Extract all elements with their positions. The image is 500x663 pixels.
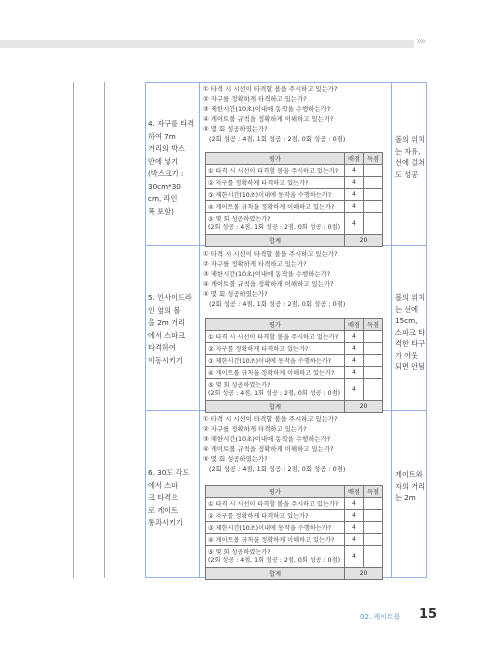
- table-row: [206, 177, 383, 189]
- earned-score-cell: [364, 534, 383, 546]
- evaluation-item: [206, 379, 345, 401]
- table-row: [206, 534, 383, 546]
- column-header: 득점: [364, 486, 383, 498]
- score-value: 4: [345, 498, 364, 510]
- score-value: 4: [345, 510, 364, 522]
- header-bar: [0, 40, 414, 48]
- evaluation-item: ④ 게이트볼 규칙을 정확하게 이해하고 있는가?: [206, 201, 345, 213]
- evaluation-item: [206, 546, 345, 568]
- total-label: 합계: [206, 235, 345, 247]
- score-value: 4: [345, 379, 364, 401]
- column-header: 평가: [206, 486, 345, 498]
- evaluation-item-line: (2회 성공 : 4점, 1회 성공 : 2점, 0회 성공 : 0점): [208, 223, 340, 231]
- evaluation-item: ② 자구를 정확하게 타격하고 있는가?: [206, 343, 345, 355]
- page-number: 15: [419, 607, 438, 622]
- evaluation-item: ② 자구를 정확하게 타격하고 있는가?: [206, 510, 345, 522]
- footer-chapter: [360, 612, 400, 622]
- column-header: 평가: [206, 153, 345, 165]
- task-description: 5. 인사이드라 인 옆의 볼 을 2m 거리 에서 스파크 타격하여 이동시키기: [148, 293, 192, 365]
- table-row: [206, 213, 383, 235]
- earned-score-cell: [364, 367, 383, 379]
- chapter-title: 게이트볼: [373, 613, 401, 621]
- earned-score-cell: [364, 213, 383, 235]
- earned-score-cell: [364, 510, 383, 522]
- earned-score-cell: [364, 177, 383, 189]
- score-value: 4: [345, 546, 364, 568]
- table-row: [206, 522, 383, 534]
- score-value: 4: [345, 355, 364, 367]
- test-section-5: [145, 246, 427, 411]
- criteria-item: ④ 게이트볼 규칙을 정확하게 이해하고 있는가?: [203, 280, 334, 288]
- score-value: 4: [345, 177, 364, 189]
- evaluation-item: ③ 제한시간(10초)이내에 동작을 수행하는가?: [206, 189, 345, 201]
- total-label: 합계: [206, 401, 345, 413]
- evaluation-table: [205, 318, 383, 413]
- score-value: 4: [345, 343, 364, 355]
- column-divider: [104, 82, 105, 578]
- earned-score-cell: [364, 379, 383, 401]
- table-row: [206, 546, 383, 568]
- criteria-list: [203, 414, 345, 474]
- evaluation-item: ③ 제한시간(10초)이내에 동작을 수행하는가?: [206, 522, 345, 534]
- chapter-number: 02.: [360, 613, 372, 621]
- evaluation-item-line: ⑤ 몇 회 성공하였는가?: [208, 215, 271, 223]
- criteria-item: ② 자구를 정확하게 타격하고 있는가?: [203, 425, 307, 433]
- criteria-item: ⑤ 몇 회 성공하였는가?: [203, 125, 268, 133]
- criteria-item: (2회 성공 : 4점, 1회 성공 : 2점, 0회 성공 : 0점): [209, 300, 346, 308]
- score-value: 4: [345, 189, 364, 201]
- total-label: 합계: [206, 568, 345, 580]
- criteria-item: ① 타격 시 시선이 타격할 볼을 주시하고 있는가?: [203, 250, 338, 258]
- criteria-list: [203, 249, 345, 309]
- evaluation-item: ① 타격 시 시선이 타격할 볼을 주시하고 있는가?: [206, 165, 345, 177]
- criteria-item: ① 타격 시 시선이 타격할 볼을 주시하고 있는가?: [203, 85, 338, 93]
- evaluation-item: ④ 게이트볼 규칙을 정확하게 이해하고 있는가?: [206, 367, 345, 379]
- earned-score-cell: [364, 498, 383, 510]
- table-row: [206, 355, 383, 367]
- earned-score-cell: [364, 189, 383, 201]
- criteria-item: ③ 제한시간(10초)이내에 동작을 수행하는가?: [203, 105, 331, 113]
- earned-score-cell: [364, 201, 383, 213]
- criteria-item: ② 자구를 정확하게 타격하고 있는가?: [203, 95, 307, 103]
- column-header: 배점: [345, 486, 364, 498]
- remark-text: 게이트와 자의 거리 는 2m: [395, 470, 426, 502]
- score-value: 4: [345, 367, 364, 379]
- earned-score-cell: [364, 546, 383, 568]
- evaluation-item-line: ⑤ 몇 회 성공하였는가?: [208, 381, 271, 389]
- total-value: 20: [345, 235, 383, 247]
- table-row: [206, 379, 383, 401]
- column-header: 배점: [345, 319, 364, 331]
- score-value: 4: [345, 522, 364, 534]
- score-value: 4: [345, 534, 364, 546]
- evaluation-item: ① 타격 시 시선이 타격할 볼을 주시하고 있는가?: [206, 498, 345, 510]
- column-header: 득점: [364, 153, 383, 165]
- score-value: 4: [345, 331, 364, 343]
- score-value: 4: [345, 165, 364, 177]
- table-row: [206, 510, 383, 522]
- column-header: 득점: [364, 319, 383, 331]
- evaluation-item: ④ 게이트볼 규칙을 정확하게 이해하고 있는가?: [206, 534, 345, 546]
- column-header: 배점: [345, 153, 364, 165]
- table-row: [206, 343, 383, 355]
- criteria-item: ④ 게이트볼 규칙을 정확하게 이해하고 있는가?: [203, 115, 334, 123]
- table-header-row: [206, 486, 383, 498]
- earned-score-cell: [364, 343, 383, 355]
- earned-score-cell: [364, 331, 383, 343]
- total-row: [206, 235, 383, 247]
- criteria-item: ④ 게이트볼 규칙을 정확하게 이해하고 있는가?: [203, 445, 334, 453]
- score-value: 4: [345, 213, 364, 235]
- table-header-row: [206, 153, 383, 165]
- test-section-6: [145, 411, 427, 578]
- table-row: [206, 331, 383, 343]
- evaluation-item: ③ 제한시간(10초)이내에 동작을 수행하는가?: [206, 355, 345, 367]
- task-description: 4. 자구를 타격 하여 7m 거리의 박스 안에 넣기 (박스크기 : 30cm*30 cm, 라인 폭 포함): [148, 119, 195, 216]
- column-divider: [73, 82, 74, 578]
- table-row: [206, 165, 383, 177]
- criteria-item: (2회 성공 : 4점, 1회 성공 : 2점, 0회 성공 : 0점): [209, 465, 346, 473]
- evaluation-item: ① 타격 시 시선이 타격할 볼을 주시하고 있는가?: [206, 331, 345, 343]
- criteria-item: (2회 성공 : 4점, 1회 성공 : 2점, 0회 성공 : 0점): [209, 135, 346, 143]
- earned-score-cell: [364, 522, 383, 534]
- test-section-4: [145, 82, 427, 246]
- score-value: 4: [345, 201, 364, 213]
- table-row: [206, 498, 383, 510]
- chevron-right-icon: »»: [416, 36, 425, 47]
- evaluation-table: [205, 485, 383, 580]
- table-header-row: [206, 319, 383, 331]
- total-row: [206, 568, 383, 580]
- column-header: 평가: [206, 319, 345, 331]
- earned-score-cell: [364, 165, 383, 177]
- criteria-item: ⑤ 몇 회 성공하였는가?: [203, 455, 268, 463]
- table-row: [206, 367, 383, 379]
- criteria-item: ② 자구를 정확하게 타격하고 있는가?: [203, 260, 307, 268]
- evaluation-item: [206, 213, 345, 235]
- criteria-item: ⑤ 몇 회 성공하였는가?: [203, 290, 268, 298]
- total-value: 20: [345, 401, 383, 413]
- total-value: 20: [345, 568, 383, 580]
- evaluation-item-line: ⑤ 몇 회 성공하였는가?: [208, 548, 271, 556]
- table-row: [206, 189, 383, 201]
- criteria-item: ① 타격 시 시선이 타격할 볼을 주시하고 있는가?: [203, 415, 338, 423]
- evaluation-item: ② 자구를 정확하게 타격하고 있는가?: [206, 177, 345, 189]
- evaluation-table: [205, 152, 383, 247]
- criteria-list: [203, 84, 345, 144]
- evaluation-item-line: (2회 성공 : 4점, 1회 성공 : 2점, 0회 성공 : 0점): [208, 556, 340, 564]
- task-description: 6. 30도 각도 에서 스파 크 타격으 로 게이트 통과시키기: [148, 468, 190, 527]
- table-row: [206, 201, 383, 213]
- criteria-item: ③ 제한시간(10초)이내에 동작을 수행하는가?: [203, 270, 331, 278]
- earned-score-cell: [364, 355, 383, 367]
- remark-text: 볼의 위치 는 선에 15cm, 스파크 타 격한 타구 가 아웃 되면 안됨: [395, 293, 426, 371]
- criteria-item: ③ 제한시간(10초)이내에 동작을 수행하는가?: [203, 435, 331, 443]
- evaluation-item-line: (2회 성공 : 4점, 1회 성공 : 2점, 0회 성공 : 0점): [208, 389, 340, 397]
- remark-text: 볼의 위치 는 자유, 선에 걸쳐 도 성공: [395, 135, 426, 179]
